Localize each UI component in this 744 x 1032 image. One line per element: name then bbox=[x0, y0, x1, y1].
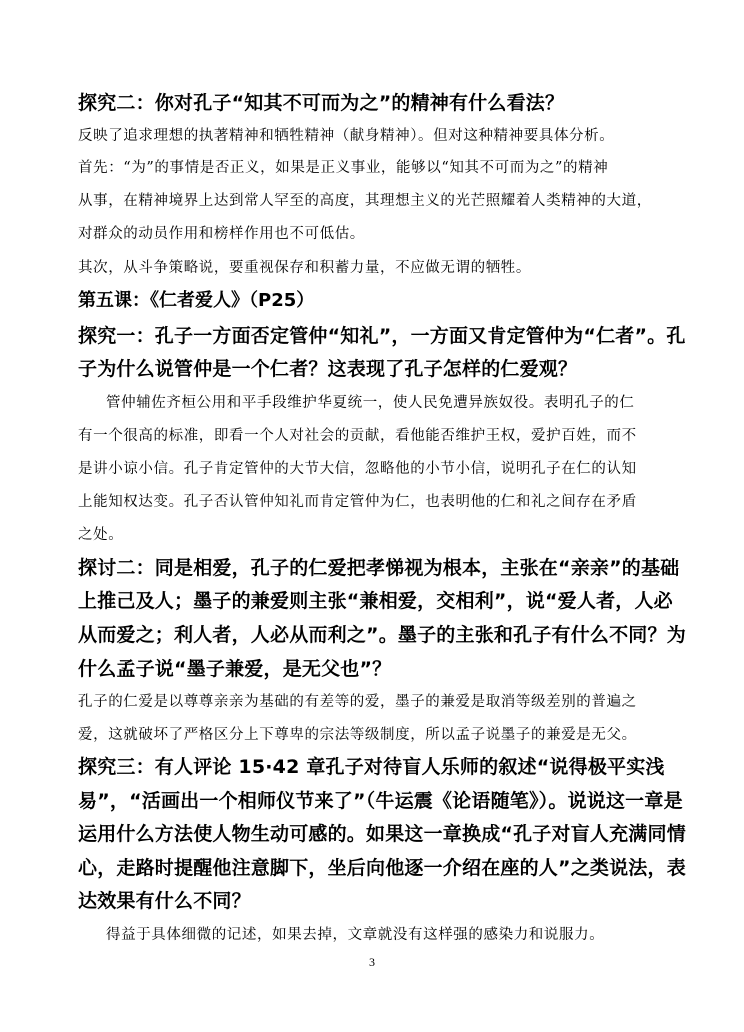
answer-line: 爱，这就破坏了严格区分上下尊卑的宗法等级制度，所以孟子说墨子的兼爱是无父。 bbox=[78, 727, 637, 743]
answer-line: 上能知权达变。孔子否认管仲知礼而肯定管仲为仁，也表明他的仁和礼之间存在矛盾 bbox=[78, 494, 637, 510]
question-line: 探究三：有人评论 15·42 章孔子对待盲人乐师的叙述“说得极平实浅 bbox=[78, 756, 665, 778]
question-line: 上推己及人；墨子的兼爱则主张“兼相爱，交相利”，说“爱人者，人必 bbox=[78, 590, 673, 612]
question-line: 探究二：你对孔子“知其不可而为之”的精神有什么看法？ bbox=[78, 92, 565, 114]
question-line: 达效果有什么不同？ bbox=[78, 890, 251, 912]
answer-line: 反映了追求理想的执著精神和牺牲精神（献身精神）。但对这种精神要具体分析。 bbox=[78, 128, 615, 144]
question-line: 子为什么说管仲是一个仁者？这表现了孔子怎样的仁爱观？ bbox=[78, 358, 578, 380]
question-line: 易”，“活画出一个相师仪节来了”（牛运震《论语随笔》）。说说这一章是 bbox=[78, 790, 683, 812]
answer-line: 孔子的仁爱是以尊尊亲亲为基础的有差等的爱，墨子的兼爱是取消等级差别的普遍之 bbox=[78, 694, 637, 710]
answer-line: 首先：“为”的事情是否正义，如果是正义事业，能够以“知其不可而为之”的精神 bbox=[78, 160, 609, 176]
question-line: 探究一：孔子一方面否定管仲“知礼”，一方面又肯定管仲为“仁者”。孔 bbox=[78, 325, 686, 347]
page-number: 3 bbox=[369, 955, 375, 969]
question-line: 第五课：《仁者爱人》（P25） bbox=[78, 290, 315, 311]
answer-line: 是讲小谅小信。孔子肯定管仲的大节大信，忽略他的小节小信，说明孔子在仁的认知 bbox=[78, 461, 637, 477]
question-line: 运用什么方法使人物生动可感的。如果这一章换成“孔子对盲人充满同情 bbox=[78, 823, 686, 845]
question-line: 探讨二：同是相爱，孔子的仁爱把孝悌视为根本，主张在“亲亲”的基础 bbox=[78, 557, 680, 579]
answer-line: 从事，在精神境界上达到常人罕至的高度，其理想主义的光芒照耀着人类精神的大道， bbox=[78, 193, 652, 209]
answer-line: 有一个很高的标准，即看一个人对社会的贡献，看他能否维护王权，爱护百姓，而不 bbox=[78, 428, 637, 444]
answer-line: 得益于具体细微的记述，如果去掉，文章就没有这样强的感染力和说服力。 bbox=[106, 927, 605, 943]
answer-line: 其次，从斗争策略说，要重视保存和积蓄力量，不应做无谓的牺牲。 bbox=[78, 260, 531, 276]
question-line: 什么孟子说“墨子兼爱，是无父也”？ bbox=[78, 658, 392, 680]
answer-line: 对群众的动员作用和榜样作用也不可低估。 bbox=[78, 226, 365, 242]
question-line: 心，走路时提醒他注意脚下，坐后向他逐一介绍在座的人”之类说法，表 bbox=[78, 857, 686, 879]
answer-line: 管仲辅佐齐桓公用和平手段维护华夏统一，使人民免遭异族奴役。表明孔子的仁 bbox=[106, 395, 635, 411]
answer-line: 之处。 bbox=[78, 527, 124, 543]
question-line: 从而爱之；利人者，人必从而利之”。墨子的主张和孔子有什么不同？为 bbox=[78, 624, 686, 646]
